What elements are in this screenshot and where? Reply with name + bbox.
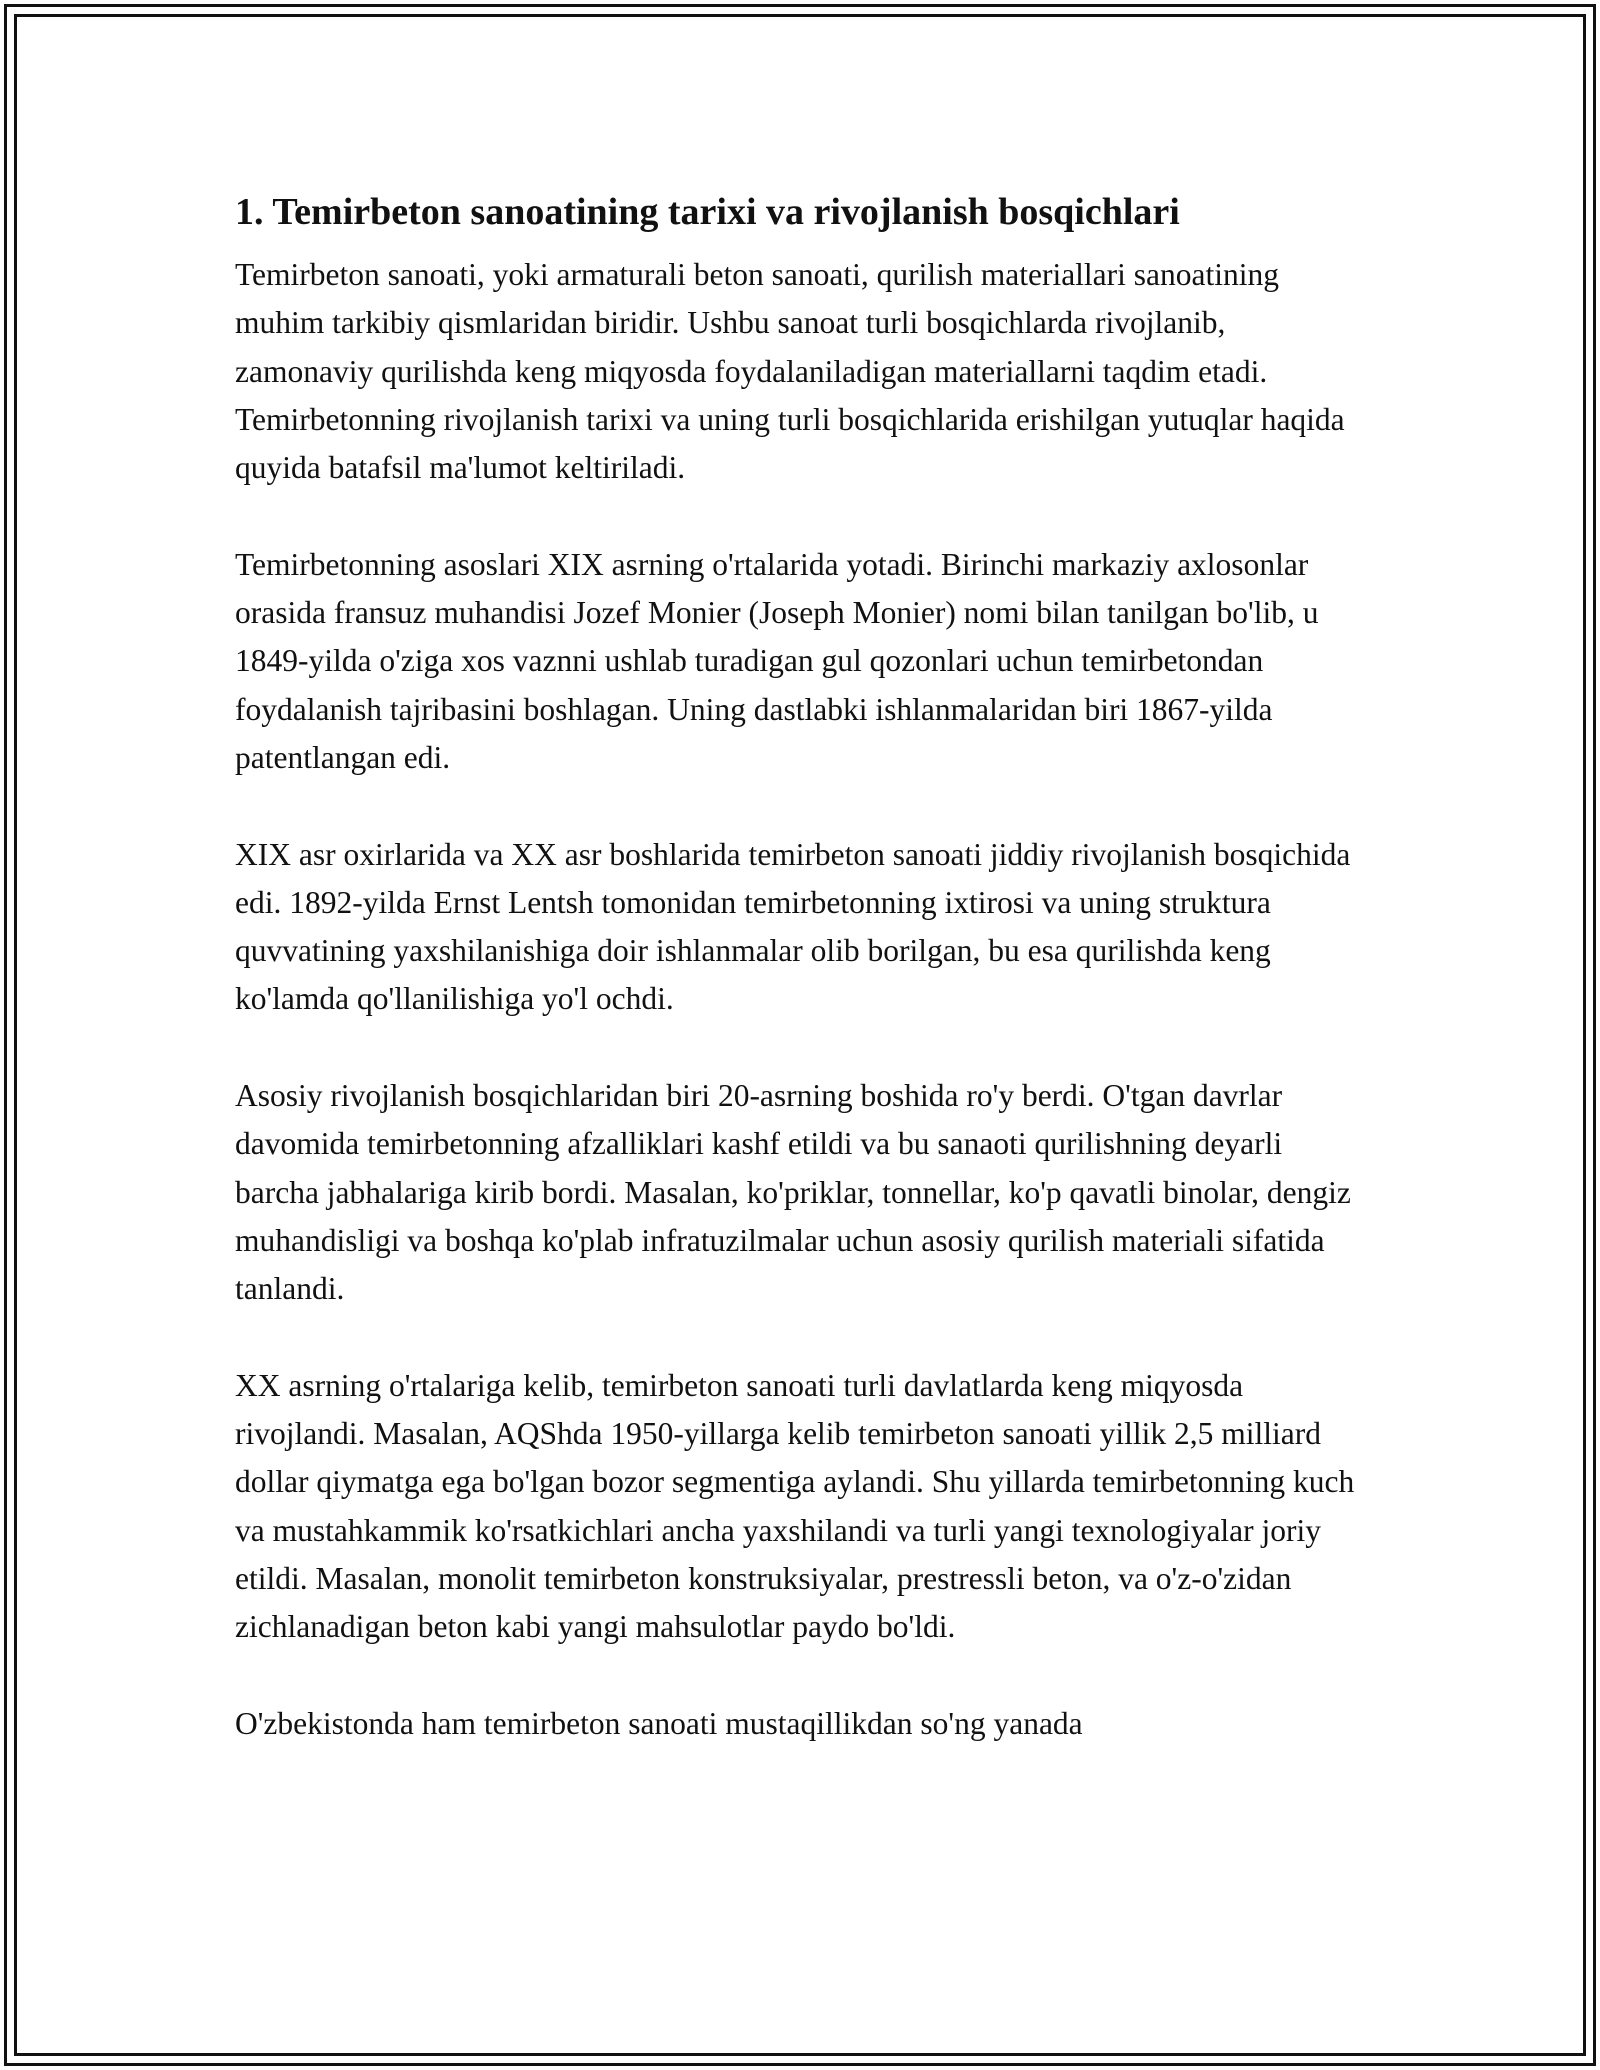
paragraph-4: Asosiy rivojlanish bosqichlaridan biri 20-asrning boshida ro'y berdi. O'tgan davrlar davomida temirbetonning afzalliklari kashf etildi va bu sanaoti qurilishning deyarli barcha jabhalariga kirib bordi. Masalan, ko'priklar, tonnellar, ko'p qavatli binolar, dengiz muhandisligi va boshqa ko'plab infratuzilmalar uchun asosiy qurilish materiali sifatida tanlandi. [235,1078,1351,1307]
paragraph-6: O'zbekistonda ham temirbeton sanoati mustaqillikdan so'ng yanada [235,1705,1083,1741]
document-body [235,185,1370,1748]
paragraph-5: XX asrning o'rtalariga kelib, temirbeton sanoati turli davlatlarda keng miqyosda rivojlandi. Masalan, AQShda 1950-yillarga kelib temirbeton sanoati yillik 2,5 milliard dollar qiymatga ega bo'lgan bozor segmentiga aylandi. Shu yillarda temirbetonning kuch va mustahkammik ko'rsatkichlari ancha yaxshilandi va turli yangi texnologiyalar joriy etildi. Masalan, monolit temirbeton konstruksiyalar, prestressli beton, va o'z-o'zidan zichlanadigan beton kabi yangi mahsulotlar paydo bo'ldi. [235,1367,1355,1645]
paragraph-1: Temirbeton sanoati, yoki armaturali beton sanoati, qurilish materiallari sanoatining muhim tarkibiy qismlaridan biridir. Ushbu sanoat turli bosqichlarda rivojlanib, zamonaviy qurilishda keng miqyosda foydalaniladigan materiallarni taqdim etadi. Temirbetonning rivojlanish tarixi va uning turli bosqichlarida erishilgan yutuqlar haqida quyida batafsil ma'lumot keltiriladi. [235,257,1345,486]
paragraph-3: XIX asr oxirlarida va XX asr boshlarida temirbeton sanoati jiddiy rivojlanish bosqichida edi. 1892-yilda Ernst Lentsh tomonidan temirbetonning ixtirosi va uning struktura quvvatining yaxshilanishiga doir ishlanmalar olib borilgan, bu esa qurilishda keng ko'lamda qo'llanilishiga yo'l ochdi. [235,836,1351,1017]
paragraph-2: Temirbetonning asoslari XIX asrning o'rtalarida yotadi. Birinchi markaziy axlosonlar orasida fransuz muhandisi Jozef Monier (Joseph Monier) nomi bilan tanilgan bo'lib, u 1849-yilda o'ziga xos vaznni ushlab turadigan gul qozonlari uchun temirbetondan foydalanish tajribasini boshlagan. Uning dastlabki ishlanmalaridan biri 1867-yilda patentlangan edi. [235,546,1319,775]
section-heading: 1. Temirbeton sanoatining tarixi va rivojlanish bosqichlari [235,191,1180,233]
